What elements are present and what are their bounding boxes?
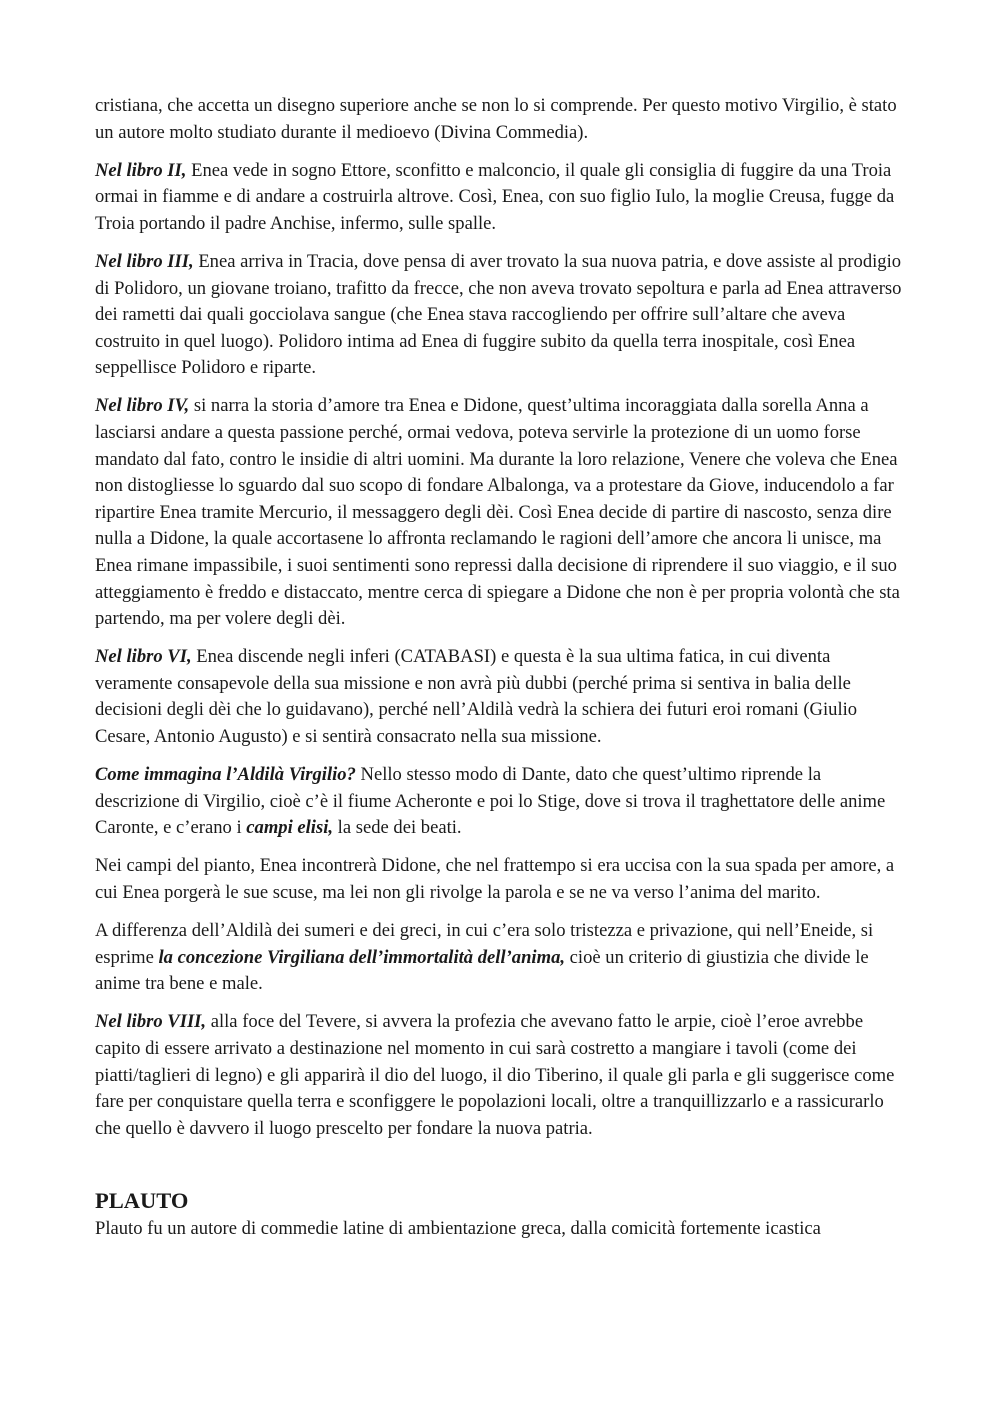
- paragraph-lead: Come immagina l’Aldilà Virgilio?: [95, 764, 356, 786]
- paragraph-libro-8: [95, 1009, 910, 1142]
- paragraph-text: si narra la storia d’amore tra Enea e Didone, quest’ultima incoraggiata dalla sorella Anna a lasciarsi andare a questa passione perché, ormai vedova, poteva servirle la protezione di un uomo forse mandato dal fato, contro le insidie di altri uomini. Ma durante la loro relazione, Venere che voleva che Enea non distogliesse lo sguardo dal suo scopo di fondare Albalonga, va a protestare da Giove, inducendolo a far ripartire Enea tramite Mercurio, il messaggero degli dèi. Così Enea decide di partire di nascosto, senza dire nulla a Didone, la quale accortasene lo affronta reclamando le ragioni dell’amore che ancora li unisce, ma Enea rimane impassibile, i suoi sentimenti sono repressi dalla decisione di riprendere il suo viaggio, e il suo atteggiamento è freddo e distaccato, mentre cerca di spiegare a Didone che non è per propria volontà che sta partendo, ma per volere degli dèi.: [95, 395, 900, 630]
- section-heading: PLAUTO: [95, 1187, 189, 1213]
- paragraph-tail: la sede dei beati.: [333, 817, 462, 839]
- paragraph-text: Nello stesso modo di Dante, dato che quest’ultimo riprende la descrizione di Virgilio, cioè c’è il fiume Acheronte e poi lo Stige, dove si trova il traghettatore delle anime Caronte, e c’erano i: [95, 764, 886, 839]
- paragraph-campi-pianto: [95, 853, 910, 906]
- paragraph-aldila: [95, 762, 910, 842]
- section-intro-paragraph: Plauto fu un autore di commedie latine di ambientazione greca, dalla comicità fortemente icastica: [95, 1217, 821, 1239]
- paragraph-intro: [95, 93, 910, 146]
- paragraph-libro-3: [95, 249, 910, 382]
- paragraph-differenza: [95, 918, 910, 998]
- paragraph-lead: Nel libro III,: [95, 250, 194, 272]
- paragraph-emphasis: campi elisi,: [246, 817, 334, 839]
- paragraph-libro-6: [95, 644, 910, 750]
- paragraph-libro-4: [95, 393, 910, 632]
- paragraph-text: alla foce del Tevere, si avvera la profezia che avevano fatto le arpie, cioè l’eroe avrebbe capito di essere arrivato a destinazione nel momento in cui sarà costretto a mangiare i tavoli (come dei piatti/taglieri di legno) e gli apparirà il dio del luogo, il dio Tiberino, il quale gli parla e gli suggerisce come fare per conquistare quella terra e sconfiggere le popolazioni locali, oltre a tranquillizzarlo e a rassicurarlo che quello è davvero il luogo prescelto per fondare la nuova patria.: [95, 1011, 895, 1139]
- document-page: [95, 93, 910, 1242]
- paragraph-lead: Nel libro II,: [95, 159, 187, 181]
- paragraph-text: Nei campi del pianto, Enea incontrerà Didone, che nel frattempo si era uccisa con la sua spada per amore, a cui Enea porgerà le sue scuse, ma lei non gli rivolge la parola e se ne va verso l’anima del marito.: [95, 855, 895, 904]
- paragraph-libro-2: [95, 158, 910, 238]
- paragraph-text: Enea vede in sogno Ettore, sconfitto e malconcio, il quale gli consiglia di fuggire da una Troia ormai in fiamme e di andare a costruirla altrove. Così, Enea, con suo figlio Iulo, la moglie Creusa, fugge da Troia portando il padre Anchise, infermo, sulle spalle.: [95, 159, 895, 234]
- paragraph-lead: Nel libro VIII,: [95, 1011, 207, 1033]
- paragraph-emphasis: la concezione Virgiliana dell’immortalità dell’anima,: [158, 946, 566, 968]
- paragraph-text: Enea discende negli inferi (CATABASI) e questa è la sua ultima fatica, in cui diventa veramente consapevole della sua missione e non avrà più dubbi (perché prima si sentiva in balia delle decisioni degli dèi che lo guidavano), perché nell’Aldilà vedrà la schiera dei futuri eroi romani (Giulio Cesare, Antonio Augusto) e si sentirà consacrato nella sua missione.: [95, 646, 858, 748]
- paragraph-text: cristiana, che accetta un disegno superiore anche se non lo si comprende. Per questo motivo Virgilio, è stato un autore molto studiato durante il medioevo (Divina Commedia).: [95, 95, 897, 143]
- paragraph-text: Enea arriva in Tracia, dove pensa di aver trovato la sua nuova patria, e dove assiste al prodigio di Polidoro, un giovane troiano, trafitto da frecce, che non aveva trovato sepoltura e parla ad Enea attraverso dei rametti dai quali gocciolava sangue (che Enea stava raccogliendo per offrire sull’altare che aveva costruito in quel luogo). Polidoro intima ad Enea di fuggire subito da quella terra inospitale, così Enea seppellisce Polidoro e riparte.: [95, 250, 902, 379]
- paragraph-lead: Nel libro VI,: [95, 646, 192, 668]
- paragraph-text: A differenza dell’Aldilà dei sumeri e dei greci, in cui c’era solo tristezza e privazione, qui nell’Eneide, si esprime: [95, 920, 874, 968]
- paragraph-lead: Nel libro IV,: [95, 395, 190, 417]
- paragraph-tail: cioè un criterio di giustizia che divide le anime tra bene e male.: [95, 946, 869, 995]
- section-spacer: [95, 1154, 910, 1186]
